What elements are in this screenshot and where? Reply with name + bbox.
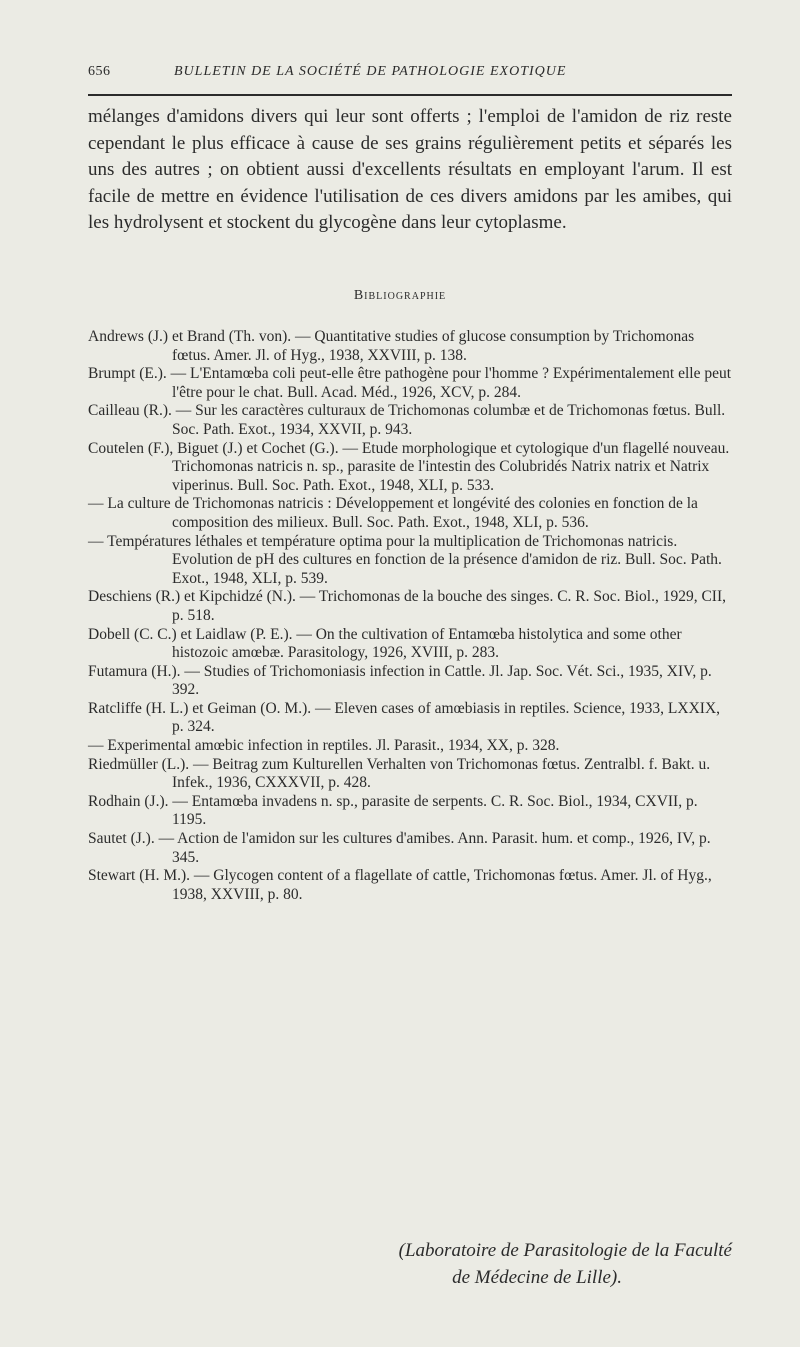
- bib-entry: Sautet (J.). — Action de l'amidon sur les cultures d'amibes. Ann. Parasit. hum. et comp., 1926, IV, p. 345.: [88, 830, 711, 866]
- bibliography-heading: Bibliographie: [353, 288, 447, 303]
- bib-entry: Futamura (H.). — Studies of Trichomoniasis infection in Cattle. Jl. Jap. Soc. Vét. Sci., 1935, XIV, p. 392.: [88, 662, 712, 699]
- bib-entry: Deschiens (R.) et Kipchidzé (N.). — Trichomonas de la bouche des singes. C. R. Soc. Biol., 1929, CII, p. 518.: [88, 588, 726, 624]
- running-title: BULLETIN DE LA SOCIÉTÉ DE PATHOLOGIE EXOTIQUE: [174, 64, 567, 79]
- affiliation-line-2: de Médecine de Lille).: [452, 1267, 622, 1288]
- bib-entry: Cailleau (R.). — Sur les caractères culturaux de Trichomonas columbæ et de Trichomonas fœtus. Bull. Soc. Path. Exot., 1934, XXVII, p. 943.: [88, 402, 726, 438]
- bib-entry: Coutelen (F.), Biguet (J.) et Cochet (G.). — Etude morphologique et cytologique d'un flagellé nouveau. Trichomonas natricis n. sp., parasite de l'intestin des Colubridés Natrix natrix et Natrix viperinus. Bull. Soc. Path. Exot., 1948, XLI, p. 533.: [88, 439, 730, 494]
- body-paragraph: mélanges d'amidons divers qui leur sont offerts ; l'emploi de l'amidon de riz reste cependant le plus efficace à cause de ses grains régulièrement petits et séparés les uns des autres ; on obtient aussi d'excellents résultats en employant l'arum. Il est facile de mettre en évidence l'utilisation de ces divers amidons par les amibes, qui les hydrolysent et stockent du glycogène dans leur cytoplasme.: [88, 106, 732, 233]
- bib-entry: — Températures léthales et température optima pour la multiplication de Trichomonas natricis. Evolution de pH des cultures en fonction de la présence d'amidon de riz. Bull. Soc. Path. Exot., 1948, XLI, p. 539.: [88, 532, 722, 587]
- bib-entry: Rodhain (J.). — Entamœba invadens n. sp., parasite de serpents. C. R. Soc. Biol., 1934, CXVII, p. 1195.: [88, 792, 698, 829]
- bib-entry: — Experimental amœbic infection in reptiles. Jl. Parasit., 1934, XX, p. 328.: [88, 737, 560, 755]
- header-rule: [88, 94, 732, 96]
- bib-entry: Riedmüller (L.). — Beitrag zum Kulturellen Verhalten von Trichomonas fœtus. Zentralbl. f. Bakt. u. Infek., 1936, CXXXVII, p. 428.: [88, 755, 711, 792]
- bib-entry: Andrews (J.) et Brand (Th. von). — Quantitative studies of glucose consumption by Trichomonas fœtus. Amer. Jl. of Hyg., 1938, XXVIII, p. 138.: [88, 328, 695, 364]
- bib-entry: — La culture de Trichomonas natricis : Développement et longévité des colonies en fonction de la composition des milieux. Bull. Soc. Path. Exot., 1948, XLI, p. 536.: [88, 495, 698, 531]
- body-text: [88, 104, 732, 237]
- page-number: 656: [88, 64, 111, 79]
- bib-entry: Stewart (H. M.). — Glycogen content of a flagellate of cattle, Trichomonas fœtus. Amer. Jl. of Hyg., 1938, XXVIII, p. 80.: [88, 867, 712, 903]
- affiliation-line-1: (Laboratoire de Parasitologie de la Faculté: [398, 1240, 732, 1261]
- bib-entry: Ratcliffe (H. L.) et Geiman (O. M.). — Eleven cases of amœbiasis in reptiles. Science, 1933, LXXIX, p. 324.: [88, 699, 721, 736]
- bib-entry: Brumpt (E.). — L'Entamœba coli peut-elle être pathogène pour l'homme ? Expérimentalement elle peut l'être pour le chat. Bull. Acad. Méd., 1926, XCV, p. 284.: [88, 365, 732, 401]
- affiliation-footer: [88, 1237, 732, 1291]
- bibliography-list: [88, 328, 732, 904]
- bib-entry: Dobell (C. C.) et Laidlaw (P. E.). — On the cultivation of Entamœba histolytica and some other histozoic amœbæ. Parasitology, 1926, XVIII, p. 283.: [88, 625, 682, 662]
